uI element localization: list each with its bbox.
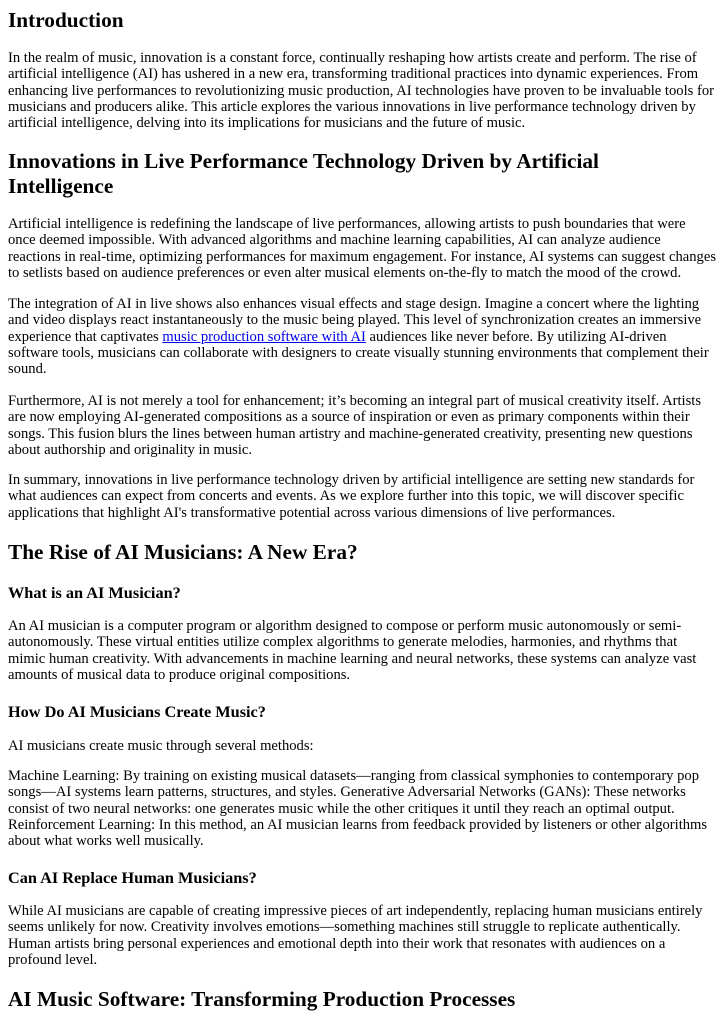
music-production-software-link[interactable]: music production software with AI: [162, 328, 366, 345]
how-ai-musicians-create-heading: How Do AI Musicians Create Music?: [8, 702, 266, 721]
innovations-paragraph-2: [8, 296, 716, 377]
what-is-ai-musician-paragraph: An AI musician is a computer program or algorithm designed to compose or perform music autonomously or semi-autonomously. These virtual entities utilize complex algorithms to generate melodies, harmonies, and rhythms that mimic human creativity. With advancements in machine learning and neural networks, these systems can analyze vast amounts of musical data to produce original compositions.: [8, 618, 697, 683]
how-ai-musicians-create-intro: AI musicians create music through several methods:: [8, 738, 314, 754]
introduction-paragraph: In the realm of music, innovation is a constant force, continually reshaping how artists create and perform. The rise of artificial intelligence (AI) has ushered in a new era, transforming traditional practices into dynamic experiences. From enhancing live performances to revolutionizing music production, AI technologies have proven to be invaluable tools for musicians and producers alike. This article explores the various innovations in live performance technology driven by artificial intelligence, delving into its implications for musicians and the future of music.: [8, 50, 714, 132]
can-ai-replace-paragraph: While AI musicians are capable of creating impressive pieces of art independently, replacing human musicians entirely seems unlikely for now. Creativity involves emotions—something machines still struggle to replicate authentically. Human artists bring personal experiences and emotional depth into their work that resonates with audiences on a profound level.: [8, 903, 703, 968]
innovations-paragraph-2-end: audiences like never before. By utilizing AI-driven software tools, musicians can collaborate with designers to create visually stunning environments that complement their sound.: [8, 328, 709, 378]
introduction-heading: Introduction: [8, 8, 124, 32]
can-ai-replace-heading: Can AI Replace Human Musicians?: [8, 868, 257, 887]
ai-music-software-heading: AI Music Software: Transforming Production Processes: [8, 987, 516, 1011]
innovations-paragraph-4: In summary, innovations in live performance technology driven by artificial intelligence are setting new standards for what audiences can expect from concerts and events. As we explore further into this topic, we will discover specific applications that highlight AI's transformative potential across various dimensions of live performances.: [8, 472, 695, 521]
how-ai-musicians-create-methods: Machine Learning: By training on existing musical datasets—ranging from classical symphonies to contemporary pop songs—AI systems learn patterns, structures, and styles. Generative Adversarial Networks (GANs): These networks consist of two neural networks: one generates music while the other critiques it until they reach an optimal output. Reinforcement Learning: In this method, an AI musician learns from feedback provided by listeners or other algorithms about what works well musically.: [8, 768, 708, 850]
rise-of-ai-musicians-heading: The Rise of AI Musicians: A New Era?: [8, 540, 358, 564]
what-is-ai-musician-heading: What is an AI Musician?: [8, 583, 181, 602]
innovations-heading: Innovations in Live Performance Technology Driven by Artificial Intelligence: [8, 149, 599, 198]
innovations-paragraph-2-start: The integration of AI in live shows also enhances visual effects and stage design. Imagine a concert where the lighting and video displays react instantaneously to the music being played. This level of synchronization creates an immersive experience that captivates: [8, 296, 702, 345]
innovations-paragraph-1: Artificial intelligence is redefining the landscape of live performances, allowing artists to push boundaries that were once deemed impossible. With advanced algorithms and machine learning capabilities, AI can analyze audience reactions in real-time, optimizing performances for maximum engagement. For instance, AI systems can suggest changes to setlists based on audience preferences or even alter musical elements on-the-fly to match the mood of the crowd.: [8, 216, 716, 281]
innovations-paragraph-3: Furthermore, AI is not merely a tool for enhancement; it’s becoming an integral part of musical creativity itself. Artists are now employing AI-generated compositions as a source of inspiration or even as primary components within their songs. This fusion blurs the lines between human artistry and machine-generated creativity, presenting new questions about authorship and originality in music.: [8, 393, 702, 458]
